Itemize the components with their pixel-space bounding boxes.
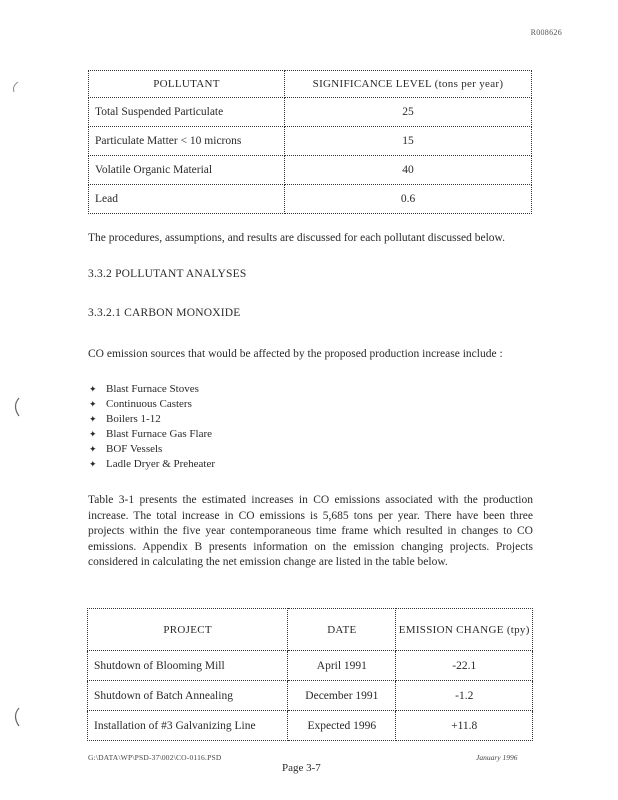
footer-file-path: G:\DATA\WP\PSD-37\002\CO-0116.PSD <box>88 753 222 762</box>
pollutant-name: Volatile Organic Material <box>89 156 285 185</box>
co-sources-list <box>88 382 215 472</box>
bullet-icon: ✦ <box>89 429 97 439</box>
document-id: R008626 <box>530 28 562 37</box>
table-row <box>88 681 533 711</box>
pollutant-significance-table <box>88 70 532 214</box>
emission-change-value: -22.1 <box>396 651 533 681</box>
table-row <box>88 651 533 681</box>
bullet-icon: ✦ <box>89 399 97 409</box>
binder-mark-icon <box>10 706 22 728</box>
footer-date: January 1996 <box>476 753 518 762</box>
list-item: ✦ Blast Furnace Gas Flare <box>89 428 212 440</box>
co-sources-intro: CO emission sources that would be affected by the proposed production increase include : <box>88 348 503 360</box>
binder-mark-icon <box>8 80 22 100</box>
table-row <box>89 127 532 156</box>
intro-paragraph: The procedures, assumptions, and results are discussed for each pollutant discussed below. <box>88 232 505 244</box>
section-heading: 3.3.2 POLLUTANT ANALYSES <box>88 268 247 280</box>
column-header-emission-change: EMISSION CHANGE (tpy) <box>396 609 533 651</box>
pollutant-name: Lead <box>89 185 285 214</box>
paragraph-line: projects within the five year contemporaneous time frame which resulted in changes to CO <box>88 525 533 537</box>
table-row <box>88 711 533 741</box>
pollutant-name: Particulate Matter < 10 microns <box>89 127 285 156</box>
list-item: ✦ Ladle Dryer & Preheater <box>89 458 216 470</box>
table-header-row <box>88 609 533 651</box>
binder-mark-icon <box>10 396 22 418</box>
list-item: ✦ Continuous Casters <box>89 398 192 410</box>
page-number: Page 3-7 <box>282 762 321 774</box>
bullet-icon: ✦ <box>89 444 97 454</box>
project-date: April 1991 <box>288 651 396 681</box>
significance-value: 40 <box>285 156 532 185</box>
paragraph-line: Table 3-1 presents the estimated increases in CO emissions associated with the production <box>88 494 533 506</box>
paragraph-line: considered in calculating the net emission change are listed in the table below. <box>88 556 448 568</box>
list-item: ✦ BOF Vessels <box>89 443 163 455</box>
table-row <box>89 98 532 127</box>
emission-change-projects-table <box>87 608 533 741</box>
column-header-significance: SIGNIFICANCE LEVEL (tons per year) <box>285 71 532 98</box>
emissions-paragraph <box>88 493 533 571</box>
list-item: ✦ Boilers 1-12 <box>89 413 161 425</box>
paragraph-line: emissions. Appendix B presents information on the emission changing projects. Projects <box>88 540 533 553</box>
project-date: December 1991 <box>288 681 396 711</box>
pollutant-name: Total Suspended Particulate <box>89 98 285 127</box>
significance-value: 15 <box>285 127 532 156</box>
table-header-row <box>89 71 532 98</box>
list-item: ✦ Blast Furnace Stoves <box>89 383 199 395</box>
table-row <box>89 185 532 214</box>
column-header-pollutant: POLLUTANT <box>89 71 285 98</box>
bullet-icon: ✦ <box>89 384 97 394</box>
emission-change-value: +11.8 <box>396 711 533 741</box>
paragraph-line: increase. The total increase in CO emissions is 5,685 tons per year. There have been three <box>88 509 533 522</box>
project-date: Expected 1996 <box>288 711 396 741</box>
bullet-icon: ✦ <box>89 459 97 469</box>
column-header-date: DATE <box>288 609 396 651</box>
significance-value: 25 <box>285 98 532 127</box>
bullet-icon: ✦ <box>89 414 97 424</box>
table-row <box>89 156 532 185</box>
project-name: Shutdown of Batch Annealing <box>88 681 288 711</box>
significance-value: 0.6 <box>285 185 532 214</box>
column-header-project: PROJECT <box>88 609 288 651</box>
subsection-heading: 3.3.2.1 CARBON MONOXIDE <box>88 307 241 319</box>
project-name: Shutdown of Blooming Mill <box>88 651 288 681</box>
emission-change-value: -1.2 <box>396 681 533 711</box>
project-name: Installation of #3 Galvanizing Line <box>88 711 288 741</box>
